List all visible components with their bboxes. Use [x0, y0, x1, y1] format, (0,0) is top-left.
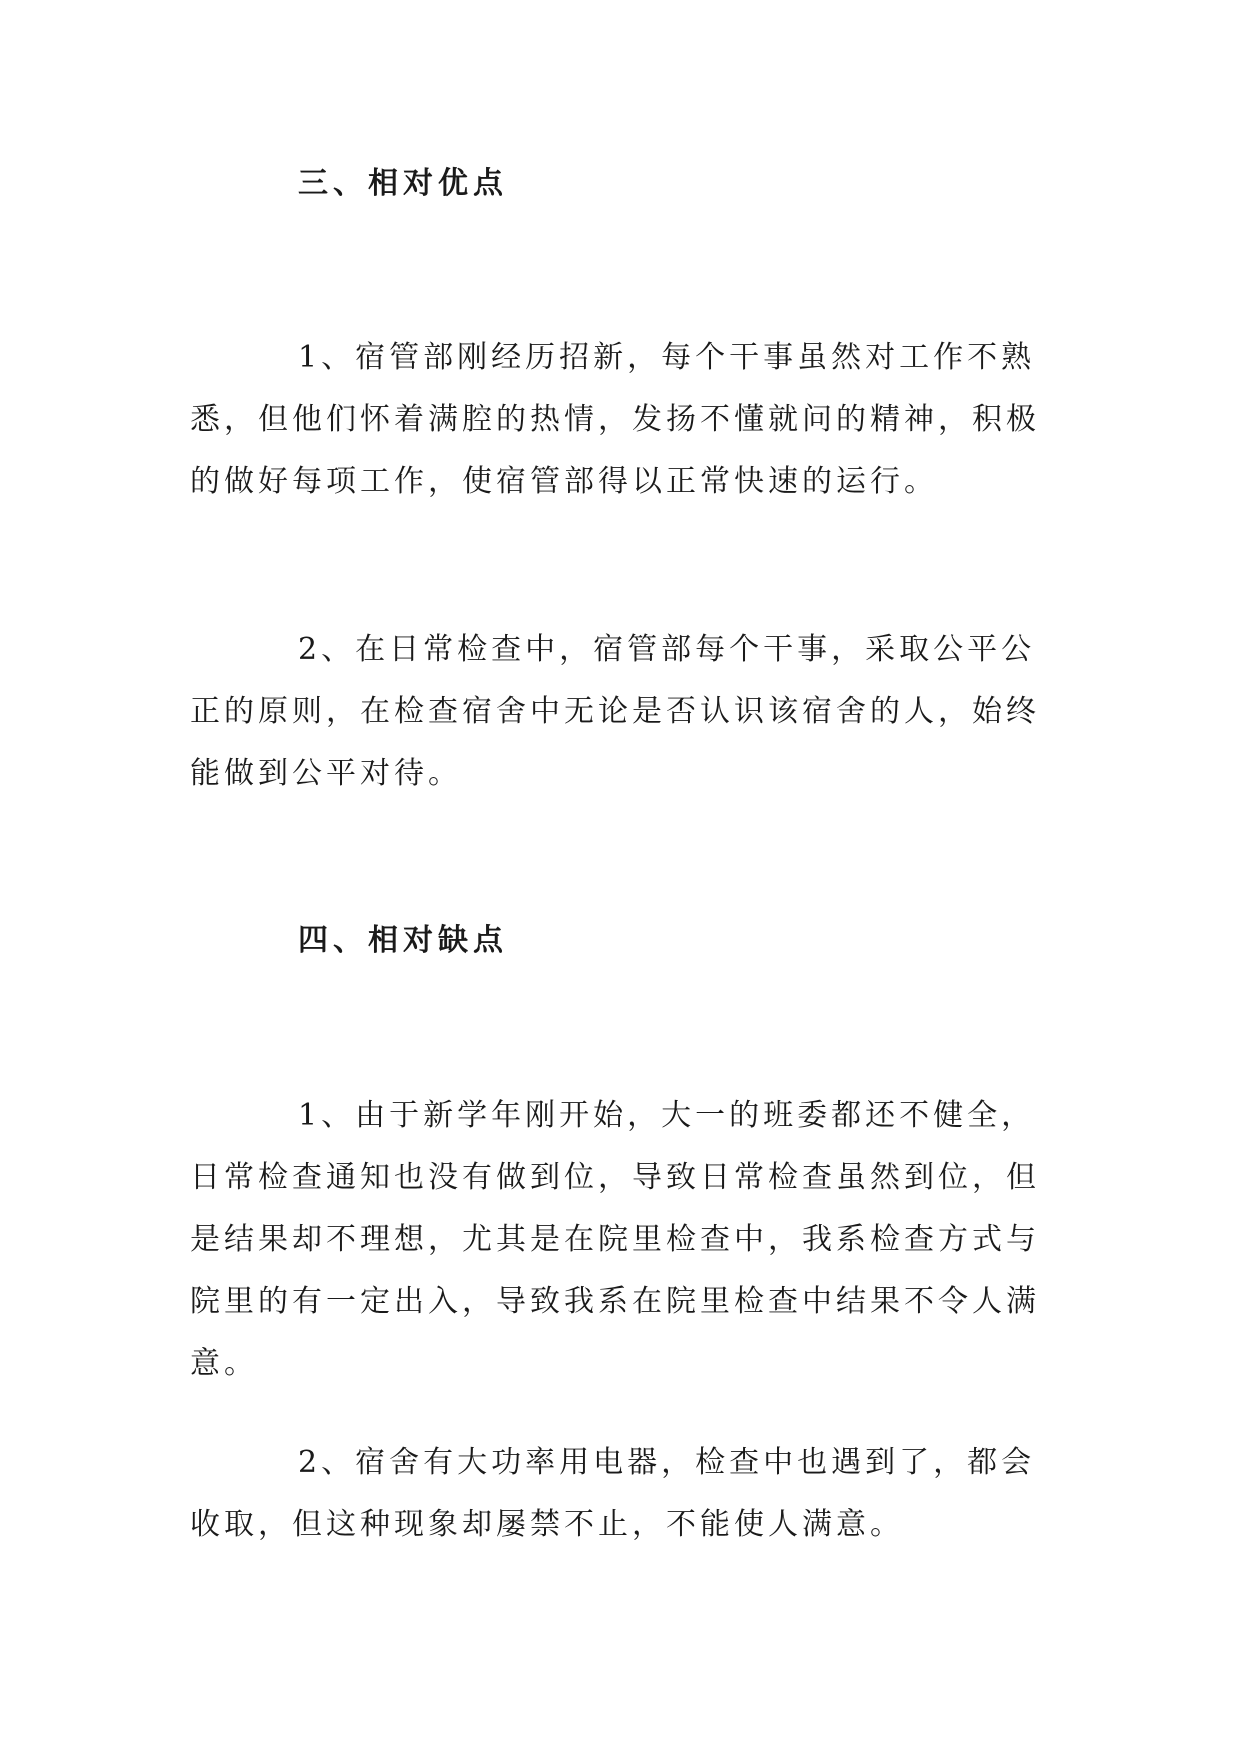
paragraph-weakness-1: 1、由于新学年刚开始，大一的班委都还不健全，日常检查通知也没有做到位，导致日常检查虽然到位，但是结果却不理想，尤其是在院里检查中，我系检查方式与院里的有一定出入，导致我系在院里检查中结果不令人满意。: [190, 1098, 1040, 1381]
paragraph-weakness-2: 2、宿舍有大功率用电器，检查中也遇到了，都会收取，但这种现象却屡禁不止，不能使人满意。: [190, 1445, 1036, 1542]
paragraph-strength-1: 1、宿管部刚经历招新，每个干事虽然对工作不熟悉，但他们怀着满腔的热情，发扬不懂就问的精神，积极的做好每项工作，使宿管部得以正常快速的运行。: [190, 340, 1040, 499]
section-heading-strengths: 三、相对优点: [298, 166, 508, 201]
paragraph-strength-2: 2、在日常检查中，宿管部每个干事，采取公平公正的原则，在检查宿舍中无论是否认识该宿舍的人，始终能做到公平对待。: [190, 632, 1040, 791]
section-heading-weaknesses: 四、相对缺点: [298, 923, 508, 958]
